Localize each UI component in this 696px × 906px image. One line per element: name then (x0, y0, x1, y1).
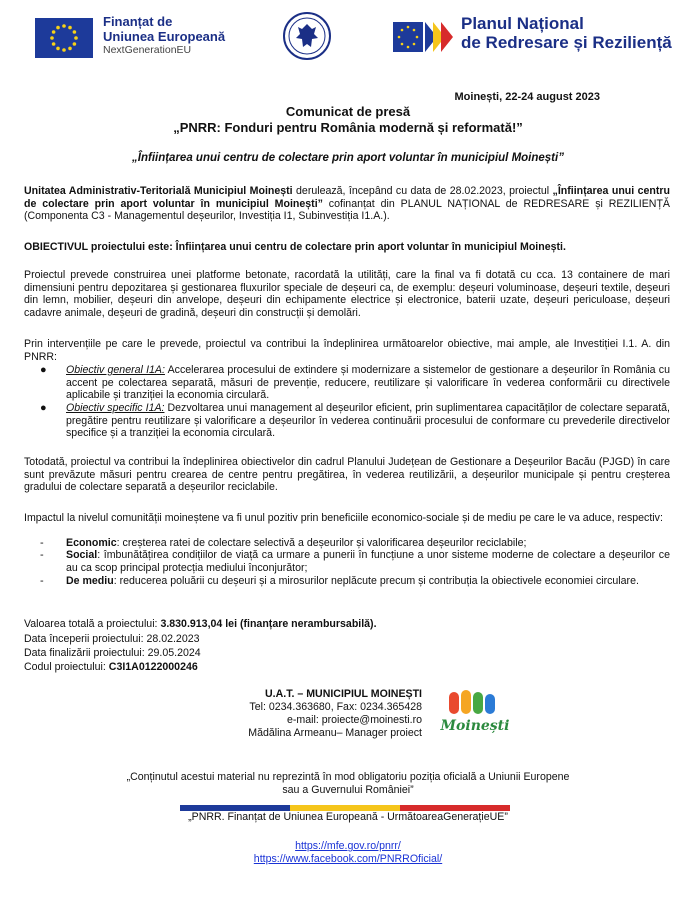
total-value (24, 618, 377, 631)
bullet-text: Dezvoltarea unui management al deșeurilor eficient, prin suplimentarea capacităților de colectare separată, pregătire pentru reutilizare și valorificare a deșeurilor în vederea continuării procesului de conformare cu prevederile directivelor specifice și a tranziției la economia circulară. (66, 402, 670, 440)
total-value-label: Valoarea totală a proiectului: (24, 618, 161, 630)
project-description-paragraph: Proiectul prevede construirea unei platforme betonate, racordată la utilități, care la final va fi dotată cu cca. 13 containere de mari dimensiuni pentru depozitarea și gestionarea fluxurilor speciale de deșeuri ca, de exemplu: deșeuri voluminoase, deșeuri textile, deșeuri din lemn, mobilier, deșeuri din anvelope, deșeuri din echipamente electrice și electronice, baterii uzate, deșeuri periculoase, deșeuri cadavre animale, deșeuri de gradină, deșeuri din construcții și demolări. (24, 269, 670, 319)
county-plan-paragraph: Totodată, proiectul va contribui la îndeplinirea obiectivelor din cadrul Planului Județean de Gestionare a Deșeurilor Bacău (PJGD) în care sunt prevăzute măsuri pentru crearea de centre pentru pregătirea, în vederea reutilizării, a deșeurilor municipale și pentru creșterea gradului de colectare separată a deșeurilor reciclabile. (24, 456, 670, 494)
dash-icon: - (40, 575, 44, 587)
eu-funding-line1: Finanțat de (103, 14, 173, 29)
impact-label: Economic (66, 537, 117, 549)
project-code-value: C3I1A0122000246 (108, 661, 198, 673)
moinesti-logo (435, 688, 515, 736)
document-headline: „PNRR: Fonduri pentru România modernă și reformată!” (173, 120, 523, 135)
moinesti-logo-text: Moinești (440, 718, 510, 734)
dash-icon: - (40, 537, 44, 549)
project-code (24, 661, 198, 674)
eu-funding-title (103, 14, 225, 44)
bullet-label: Obiectiv specific I1A: (66, 402, 165, 414)
document-title: Comunicat de presă (285, 104, 411, 119)
contact-org: U.A.T. – MUNICIPIUL MOINEȘTI (265, 688, 422, 700)
objective-statement: OBIECTIVUL proiectului este: Înființarea unui centru de colectare prin aport voluntar în municipiul Moinești. (24, 241, 566, 253)
pnrr-title-line1: Planul Național (461, 14, 584, 33)
pnrr-title-line2: de Redresare și Reziliență (461, 33, 672, 52)
intro-project-name: „Înființarea unui centru de colectare prin aport voluntar în municipiul Moinești” (24, 185, 670, 210)
contact-phone: Tel: 0234.363680, Fax: 0234.365428 (249, 701, 422, 713)
dash-icon: - (40, 549, 44, 561)
eu-disclaimer (0, 771, 696, 797)
impact-text: : îmbunătățirea condițiilor de viață ca urmare a punerii în funcțiune a unor sisteme moderne de colectare a deșeurilor ce au ca scop principal protecția mediului înconjurător; (66, 549, 670, 574)
total-value-amount: 3.830.913,04 lei (finanțare nerambursabilă). (160, 618, 377, 630)
intro-paragraph (24, 185, 670, 223)
bullet-icon: ● (40, 402, 47, 414)
contact-email: e-mail: proiecte@moinesti.ro (287, 714, 422, 726)
eu-disclaimer-line2: sau a Guvernului României” (282, 784, 414, 796)
impact-text: : creșterea ratei de colectare selectivă a deșeurilor și valorificarea deșeurilor reciclabile; (116, 537, 527, 549)
eu-disclaimer-line1: „Conținutul acestui material nu reprezintă în mod obligatoriu poziția oficială a Uniunii Europene (126, 771, 570, 783)
pnrr-flag-logo (393, 18, 455, 56)
end-date: Data finalizării proiectului: 29.05.2024 (24, 647, 201, 659)
impact-label: De mediu (66, 575, 114, 587)
eu-flag-logo (35, 18, 93, 58)
bullet-text: Accelerarea procesului de extindere și modernizare a sistemelor de gestionare a deșeurilor în România cu accent pe colectarea separată, măsuri de prevenție, reducere, reutilizare și valorificare în vederea conformării cu directivele aplicabile și tranziției la economia circulară. (66, 364, 670, 402)
tricolor-divider (180, 798, 510, 804)
contact-block (200, 688, 422, 740)
impact-text: : reducerea poluării cu deșeuri și a mirosurilor neplăcute precum și contribuția la obiectivele economiei circulare. (113, 575, 639, 587)
project-subtitle: „Înființarea unui centru de colectare prin aport voluntar în municipiul Moinești” (132, 152, 564, 164)
eu-funding-line2: Uniunea Europeană (103, 29, 226, 44)
intro-beneficiary: Unitatea Administrativ-Teritorială Municipiul Moinești (24, 185, 293, 197)
intro-mid: derulează, începând cu data de 28.02.2023, proiectul (292, 185, 553, 197)
romania-government-crest-icon (283, 12, 331, 60)
intro-end: cofinanțat din PLANUL NAȚIONAL de REDRESARE și REZILIENȚĂ (Componenta C3 - Managementul deșeurilor, Investiția I1, Subinvestiția I1.A.). (24, 197, 670, 223)
objectives-intro-paragraph: Prin intervențiile pe care le prevede, proiectul va contribui la îndeplinirea următoarelor obiective, mai ample, ale Investiției I.1. A. din PNRR: (24, 338, 670, 363)
pnrr-title (461, 14, 672, 52)
impact-intro-paragraph: Impactul la nivelul comunității moineștene va fi unul pozitiv prin beneficiile economico-sociale și de mediu pe care le va aduce, respectiv: (24, 512, 663, 524)
mfe-pnrr-link[interactable]: https://mfe.gov.ro/pnrr/ (295, 840, 401, 852)
bullet-icon: ● (40, 364, 47, 376)
facebook-pnrr-link[interactable]: https://www.facebook.com/PNRROficial/ (253, 853, 443, 865)
date-place: Moinești, 22-24 august 2023 (454, 91, 600, 103)
contact-manager: Mădălina Armeanu– Manager proiect (248, 727, 422, 739)
bullet-label: Obiectiv general I1A: (66, 364, 165, 376)
pnrr-footer-slogan: „PNRR. Finanțat de Uniunea Europeană - UrmătoareaGenerațieUE” (188, 811, 508, 823)
impact-label: Social (66, 549, 98, 561)
start-date: Data începerii proiectului: 28.02.2023 (24, 633, 200, 645)
project-code-label: Codul proiectului: (24, 661, 109, 673)
eu-nextgen-label: NextGenerationEU (103, 44, 192, 56)
